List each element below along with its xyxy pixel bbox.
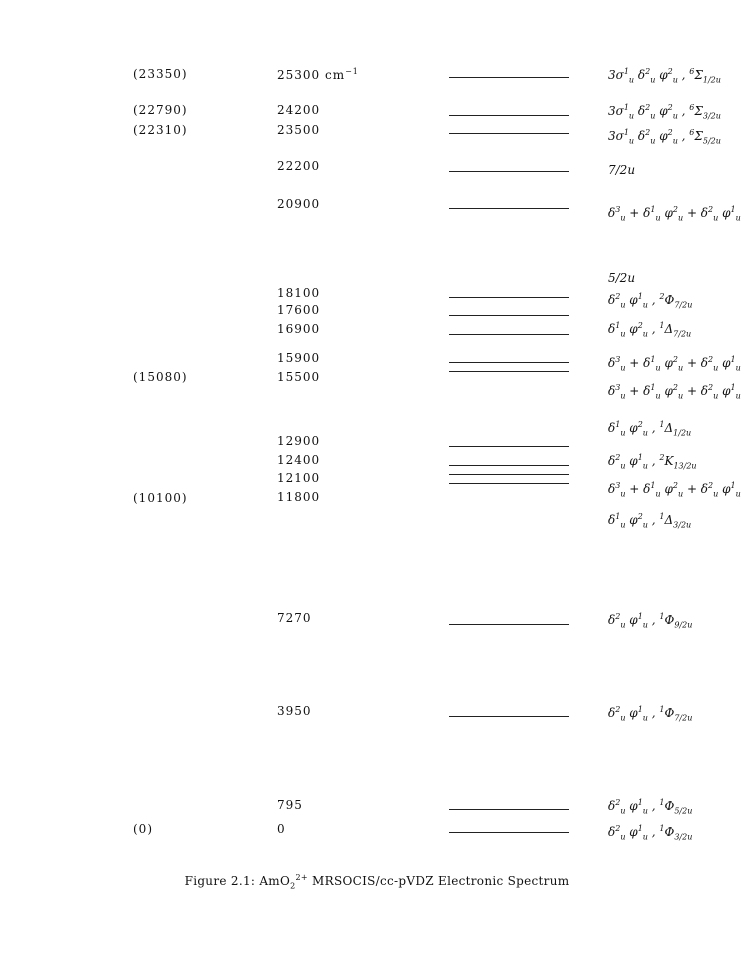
level-line xyxy=(449,483,569,484)
calc-energy: 24200 xyxy=(277,103,321,117)
level-line xyxy=(449,115,569,116)
level-line xyxy=(449,208,569,209)
calc-energy: 20900 xyxy=(277,197,321,211)
calc-energy: 15500 xyxy=(277,370,321,384)
config-label: $\delta^3_u + \delta^1_u$ $\varphi^2_u + \delta^2_u$ $\varphi^1_u$ xyxy=(608,481,741,499)
config-label: 5/2u xyxy=(608,271,636,285)
level-line xyxy=(449,133,569,134)
level-line xyxy=(449,465,569,466)
config-label: $\delta^1_u$ $\varphi^2_u$ , $^1\Delta_{7/2u}$ xyxy=(608,321,692,339)
exp-value: (0) xyxy=(133,822,153,836)
config-label: $\delta^2_u$ $\varphi^1_u$ , $^1\Phi_{7/2u}$ xyxy=(608,705,693,723)
config-label: $\delta^2_u$ $\varphi^1_u$ , $^1\Phi_{3/2u}$ xyxy=(608,824,693,842)
level-line xyxy=(449,446,569,447)
level-line xyxy=(449,624,569,625)
level-line xyxy=(449,716,569,717)
config-label: $\delta^2_u$ $\varphi^1_u$ , $^2\Phi_{7/2u}$ xyxy=(608,292,693,310)
calc-energy: 11800 xyxy=(277,490,321,504)
config-label: $\delta^1_u$ $\varphi^2_u$ , $^1\Delta_{3/2u}$ xyxy=(608,512,692,530)
config-label: $3\sigma^1_u$ $\delta^2_u$ $\varphi^2_u$ , $^6\Sigma_{3/2u}$ xyxy=(608,103,721,121)
level-line xyxy=(449,77,569,78)
config-label: $\delta^1_u$ $\varphi^2_u$ , $^1\Delta_{1/2u}$ xyxy=(608,420,692,438)
exp-value: (10100) xyxy=(133,491,188,505)
calc-energy: 16900 xyxy=(277,322,321,336)
config-label: $\delta^2_u$ $\varphi^1_u$ , $^2K_{13/2u}$ xyxy=(608,453,697,471)
calc-energy: 12400 xyxy=(277,453,321,467)
level-line xyxy=(449,362,569,363)
config-label: $\delta^2_u$ $\varphi^1_u$ , $^1\Phi_{5/2u}$ xyxy=(608,798,693,816)
config-label: $\delta^2_u$ $\varphi^1_u$ , $^1\Phi_{9/2u}$ xyxy=(608,612,693,630)
level-line xyxy=(449,832,569,833)
calc-energy: 3950 xyxy=(277,704,312,718)
config-label: 7/2u xyxy=(608,163,636,177)
calc-energy: 25300 $cm^{-1}$ xyxy=(277,67,359,82)
level-line xyxy=(449,315,569,316)
config-label: $\delta^3_u + \delta^1_u$ $\varphi^2_u + \delta^2_u$ $\varphi^1_u$ xyxy=(608,205,741,223)
level-line xyxy=(449,334,569,335)
calc-energy: 22200 xyxy=(277,159,321,173)
level-line xyxy=(449,809,569,810)
level-line xyxy=(449,474,569,475)
level-line xyxy=(449,371,569,372)
exp-value: (22790) xyxy=(133,103,188,117)
config-label: $\delta^3_u + \delta^1_u$ $\varphi^2_u + \delta^2_u$ $\varphi^1_u$ xyxy=(608,383,741,401)
exp-value: (15080) xyxy=(133,370,188,384)
exp-value: (22310) xyxy=(133,123,188,137)
calc-energy: 0 xyxy=(277,822,286,836)
calc-energy: 15900 xyxy=(277,351,321,365)
calc-energy: 7270 xyxy=(277,611,312,625)
config-label: $3\sigma^1_u$ $\delta^2_u$ $\varphi^2_u$ , $^6\Sigma_{5/2u}$ xyxy=(608,128,721,146)
level-line xyxy=(449,297,569,298)
calc-energy: 12900 xyxy=(277,434,321,448)
calc-energy: 795 xyxy=(277,798,303,812)
config-label: $3\sigma^1_u$ $\delta^2_u$ $\varphi^2_u$ , $^6\Sigma_{1/2u}$ xyxy=(608,67,721,85)
calc-energy: 18100 xyxy=(277,286,321,300)
calc-energy: 12100 xyxy=(277,471,321,485)
exp-value: (23350) xyxy=(133,67,188,81)
calc-energy: 17600 xyxy=(277,303,321,317)
level-line xyxy=(449,171,569,172)
calc-energy: 23500 xyxy=(277,123,321,137)
config-label: $\delta^3_u + \delta^1_u$ $\varphi^2_u + \delta^2_u$ $\varphi^1_u$ xyxy=(608,355,741,373)
figure-caption: Figure 2.1: AmO$_2^{2+}$ MRSOCIS/cc-pVDZ Electronic Spectrum xyxy=(184,873,570,891)
